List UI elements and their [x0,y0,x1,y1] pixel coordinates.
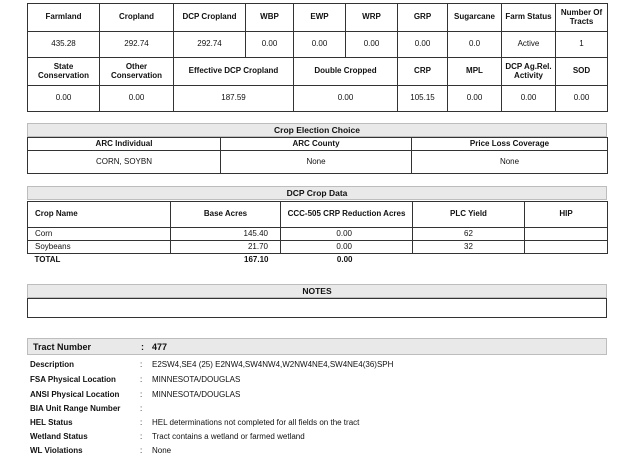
crop-name-cell: Soybeans [28,241,171,254]
crp-reduction-cell: 0.00 [281,228,413,241]
plc-yield-cell: 32 [413,241,525,254]
farm-col-header: Cropland [100,4,174,32]
tract-field-wetland-status [30,432,610,446]
tract-field-value: Tract contains a wetland or farmed wetland [152,432,305,441]
plc-yield-cell: 62 [413,228,525,241]
notes-box [27,298,607,318]
notes-title: NOTES [27,284,607,298]
farm-col-header: Farm Status [502,4,556,32]
crop-name-cell: Corn [28,228,171,241]
farm-cell: 435.28 [28,32,100,58]
tract-field-wl-violations [30,446,610,460]
election-cell: None [221,151,412,174]
tract-field-bia-unit [30,404,610,418]
tract-field-colon: : [140,360,143,369]
farm-col-header: SOD [556,58,608,86]
farm-cell: Active [502,32,556,58]
farm-col-header: Sugarcane [448,4,502,32]
farm-col-header: DCP Cropland [174,4,246,32]
tract-field-colon: : [140,432,143,441]
farm-col-header: Other Conservation [100,58,174,86]
crop-election-table [27,137,608,174]
crop-election-title: Crop Election Choice [27,123,607,137]
crop-col-header: HIP [525,202,608,228]
farm-value-row-1 [28,32,608,58]
farm-cell: 0.00 [294,32,346,58]
election-cell: CORN, SOYBN [28,151,221,174]
farm-cell: 0.0 [448,32,502,58]
tract-field-colon: : [140,375,143,384]
farm-col-header: GRP [398,4,448,32]
tract-field-value: None [152,446,172,455]
election-cell: None [412,151,608,174]
farm-col-header: WBP [246,4,294,32]
base-acres-cell: 21.70 [171,241,281,254]
total-row [28,254,608,268]
farm-col-header: WRP [346,4,398,32]
election-col-header: ARC Individual [28,138,221,151]
farm-col-header: State Conservation [28,58,100,86]
farm-col-header: DCP Ag.Rel. Activity [502,58,556,86]
tract-field-label: WL Violations [30,446,83,455]
total-crp-reduction: 0.00 [336,255,353,265]
tract-number-value: 477 [152,342,168,352]
crop-col-header: PLC Yield [413,202,525,228]
tract-field-fsa-location [30,375,610,389]
tract-field-label: ANSI Physical Location [30,390,120,399]
dcp-crop-data-title: DCP Crop Data [27,186,607,200]
farm-cell: 0.00 [448,86,502,112]
table-row [28,228,608,241]
crop-header-row [28,202,608,228]
farm-col-header: Farmland [28,4,100,32]
tract-field-value: E2SW4,SE4 (25) E2NW4,SW4NW4,W2NW4NE4,SW4NE4(36)SPH [152,360,394,369]
election-col-header: ARC County [221,138,412,151]
tract-field-colon: : [140,390,143,399]
tract-number-colon: : [141,342,144,352]
tract-field-colon: : [140,404,143,413]
farm-cell: 0.00 [398,32,448,58]
crp-reduction-cell: 0.00 [281,241,413,254]
crop-col-header: CCC-505 CRP Reduction Acres [281,202,413,228]
farm-col-header: EWP [294,4,346,32]
farm-cell: 0.00 [346,32,398,58]
total-empty-cell [413,254,525,268]
farm-value-row-2 [28,86,608,112]
farm-cell: 105.15 [398,86,448,112]
base-acres-cell: 145.40 [171,228,281,241]
tract-field-label: HEL Status [30,418,73,427]
tract-field-value: MINNESOTA/DOUGLAS [152,390,241,399]
tract-number-label: Tract Number [33,342,92,352]
election-value-row [28,151,608,174]
tract-field-description [30,360,610,374]
tract-field-value: MINNESOTA/DOUGLAS [152,375,241,384]
farm-summary-table [27,3,608,112]
hip-cell [525,228,608,241]
tract-number-band [27,338,607,355]
farm-col-header: Effective DCP Cropland [174,58,294,86]
farm-col-header: Double Cropped [294,58,398,86]
farm-cell: 0.00 [100,86,174,112]
farm-header-row-2 [28,58,608,86]
farm-col-header: Number Of Tracts [556,4,608,32]
tract-field-label: BIA Unit Range Number [30,404,121,413]
tract-field-label: Description [30,360,75,369]
farm-cell: 0.00 [294,86,398,112]
election-header-row [28,138,608,151]
farm-header-row-1 [28,4,608,32]
tract-field-hel-status [30,418,610,432]
farm-cell: 1 [556,32,608,58]
tract-field-label: FSA Physical Location [30,375,116,384]
tract-field-colon: : [140,418,143,427]
tract-field-value: HEL determinations not completed for all fields on the tract [152,418,360,427]
table-row [28,241,608,254]
farm-col-header: CRP [398,58,448,86]
election-col-header: Price Loss Coverage [412,138,608,151]
tract-field-colon: : [140,446,143,455]
farm-col-header: MPL [448,58,502,86]
total-base-acres: 167.10 [244,255,269,265]
dcp-crop-table [27,201,608,267]
hip-cell [525,241,608,254]
farm-cell: 292.74 [174,32,246,58]
farm-cell: 0.00 [556,86,608,112]
tract-field-label: Wetland Status [30,432,88,441]
crop-col-header: Base Acres [171,202,281,228]
tract-field-ansi-location [30,390,610,404]
farm-cell: 0.00 [246,32,294,58]
crop-col-header: Crop Name [28,202,171,228]
farm-cell: 0.00 [502,86,556,112]
total-label: TOTAL [34,255,61,265]
total-empty-cell [525,254,608,268]
farm-cell: 0.00 [28,86,100,112]
farm-cell: 187.59 [174,86,294,112]
farm-cell: 292.74 [100,32,174,58]
